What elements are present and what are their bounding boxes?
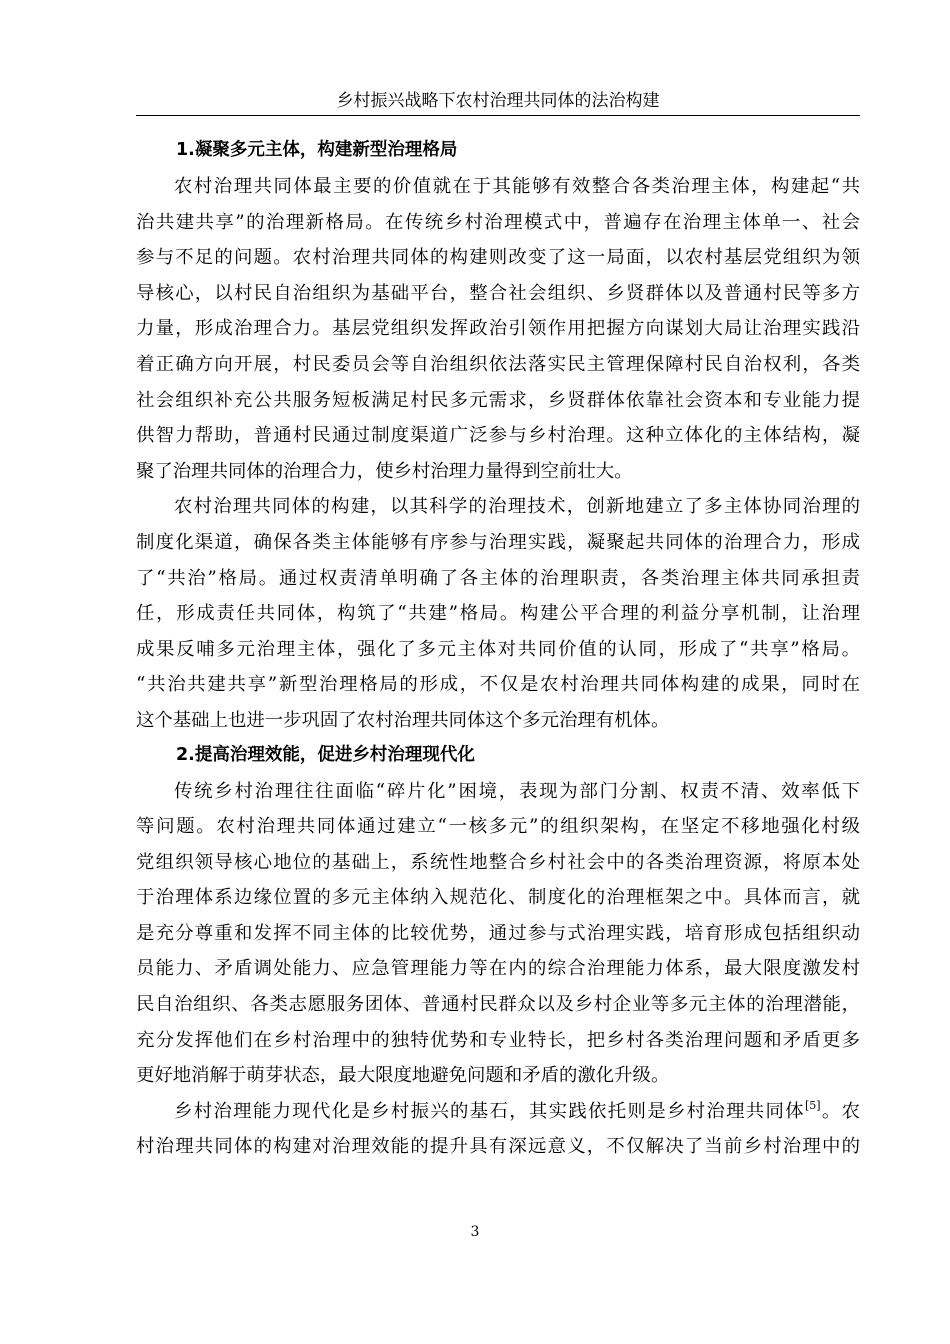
paragraph-line: 任，形成责任共同体，构筑了“共建”格局。构建公平合理的利益分享机制，让治理 bbox=[136, 603, 860, 625]
paragraph-line: 充分发挥他们在乡村治理中的独特优势和专业特长，把乡村各类治理问题和矛盾更多 bbox=[136, 1029, 860, 1051]
citation-reference[interactable]: [5] bbox=[804, 1098, 821, 1112]
paragraph-text: 。农 bbox=[820, 1100, 860, 1122]
paragraph-line: 供智力帮助，普通村民通过制度渠道广泛参与乡村治理。这种立体化的主体结构，凝 bbox=[136, 425, 860, 447]
body-content bbox=[136, 134, 860, 1165]
paragraph-line: 力量，形成治理合力。基层党组织发挥政治引领作用把握方向谋划大局让治理实践沿 bbox=[136, 318, 860, 340]
paragraph-line: 这个基础上也进一步巩固了农村治理共同体这个多元治理有机体。 bbox=[136, 709, 670, 731]
paragraph-line: 农村治理共同体的构建，以其科学的治理技术，创新地建立了多主体协同治理的 bbox=[174, 496, 860, 518]
paragraph-text: 乡村治理能力现代化是乡村振兴的基石，其实践依托则是乡村治理共同体 bbox=[174, 1100, 805, 1122]
paragraph-line: 社会组织补充公共服务短板满足村民多元需求，乡贤群体依靠社会资本和专业能力提 bbox=[136, 389, 860, 411]
paragraph-line: 治共建共享”的治理新格局。在传统乡村治理模式中，普遍存在治理主体单一、社会 bbox=[136, 211, 860, 233]
section-heading-2: 2.提高治理效能，促进乡村治理现代化 bbox=[176, 744, 475, 765]
paragraph-line: 制度化渠道，确保各类主体能够有序参与治理实践，凝聚起共同体的治理合力，形成 bbox=[136, 531, 860, 553]
running-header: 乡村振兴战略下农村治理共同体的法治构建 bbox=[336, 91, 660, 111]
paragraph-line: 了“共治”格局。通过权责清单明确了各主体的治理职责，各类治理主体共同承担责 bbox=[136, 567, 860, 589]
paragraph-line: “共治共建共享”新型治理格局的形成，不仅是农村治理共同体构建的成果，同时在 bbox=[136, 674, 860, 696]
paragraph-line: 导核心，以村民自治组织为基础平台，整合社会组织、乡贤群体以及普通村民等多方 bbox=[136, 282, 860, 304]
paragraph-line: 村治理共同体的构建对治理效能的提升具有深远意义，不仅解决了当前乡村治理中的 bbox=[136, 1136, 860, 1158]
page-number: 3 bbox=[470, 1224, 480, 1240]
paragraph-line: 党组织领导核心地位的基础上，系统性地整合乡村社会中的各类治理资源，将原本处 bbox=[136, 851, 860, 873]
header-rule bbox=[136, 115, 860, 116]
paragraph-line: 成果反哺多元治理主体，强化了多元主体对共同价值的认同，形成了“共享”格局。 bbox=[136, 638, 860, 660]
section-heading-1: 1.凝聚多元主体，构建新型治理格局 bbox=[176, 140, 458, 160]
paragraph-3 bbox=[136, 774, 860, 1094]
paragraph-2 bbox=[136, 489, 860, 738]
paragraph-line: 于治理体系边缘位置的多元主体纳入规范化、制度化的治理框架之中。具体而言，就 bbox=[136, 887, 860, 909]
paragraph-line: 民自治组织、各类志愿服务团体、普通村民群众以及乡村企业等多元主体的治理潜能， bbox=[136, 994, 860, 1016]
paragraph-4 bbox=[136, 1094, 860, 1165]
paragraph-line: 是充分尊重和发挥不同主体的比较优势，通过参与式治理实践，培育形成包括组织动 bbox=[136, 922, 860, 944]
paragraph-line: 等问题。农村治理共同体通过建立“一核多元”的组织架构，在坚定不移地强化村级 bbox=[136, 816, 860, 838]
paragraph-line: 农村治理共同体最主要的价值就在于其能够有效整合各类治理主体，构建起“共 bbox=[174, 176, 860, 197]
paragraph-line: 传统乡村治理往往面临“碎片化”困境，表现为部门分割、权责不清、效率低下 bbox=[174, 780, 860, 802]
paragraph-line: 聚了治理共同体的治理合力，使乡村治理力量得到空前壮大。 bbox=[136, 460, 633, 482]
paragraph-line: 更好地消解于萌芽状态，最大限度地避免问题和矛盾的激化升级。 bbox=[136, 1065, 670, 1087]
paragraph-1 bbox=[136, 169, 860, 489]
paragraph-line: 参与不足的问题。农村治理共同体的构建则改变了这一局面，以农村基层党组织为领 bbox=[136, 247, 860, 269]
paragraph-line: 员能力、矛盾调处能力、应急管理能力等在内的综合治理能力体系，最大限度激发村 bbox=[136, 958, 860, 980]
paragraph-line bbox=[136, 1094, 860, 1130]
paragraph-line: 着正确方向开展，村民委员会等自治组织依法落实民主管理保障村民自治权利，各类 bbox=[136, 353, 860, 375]
